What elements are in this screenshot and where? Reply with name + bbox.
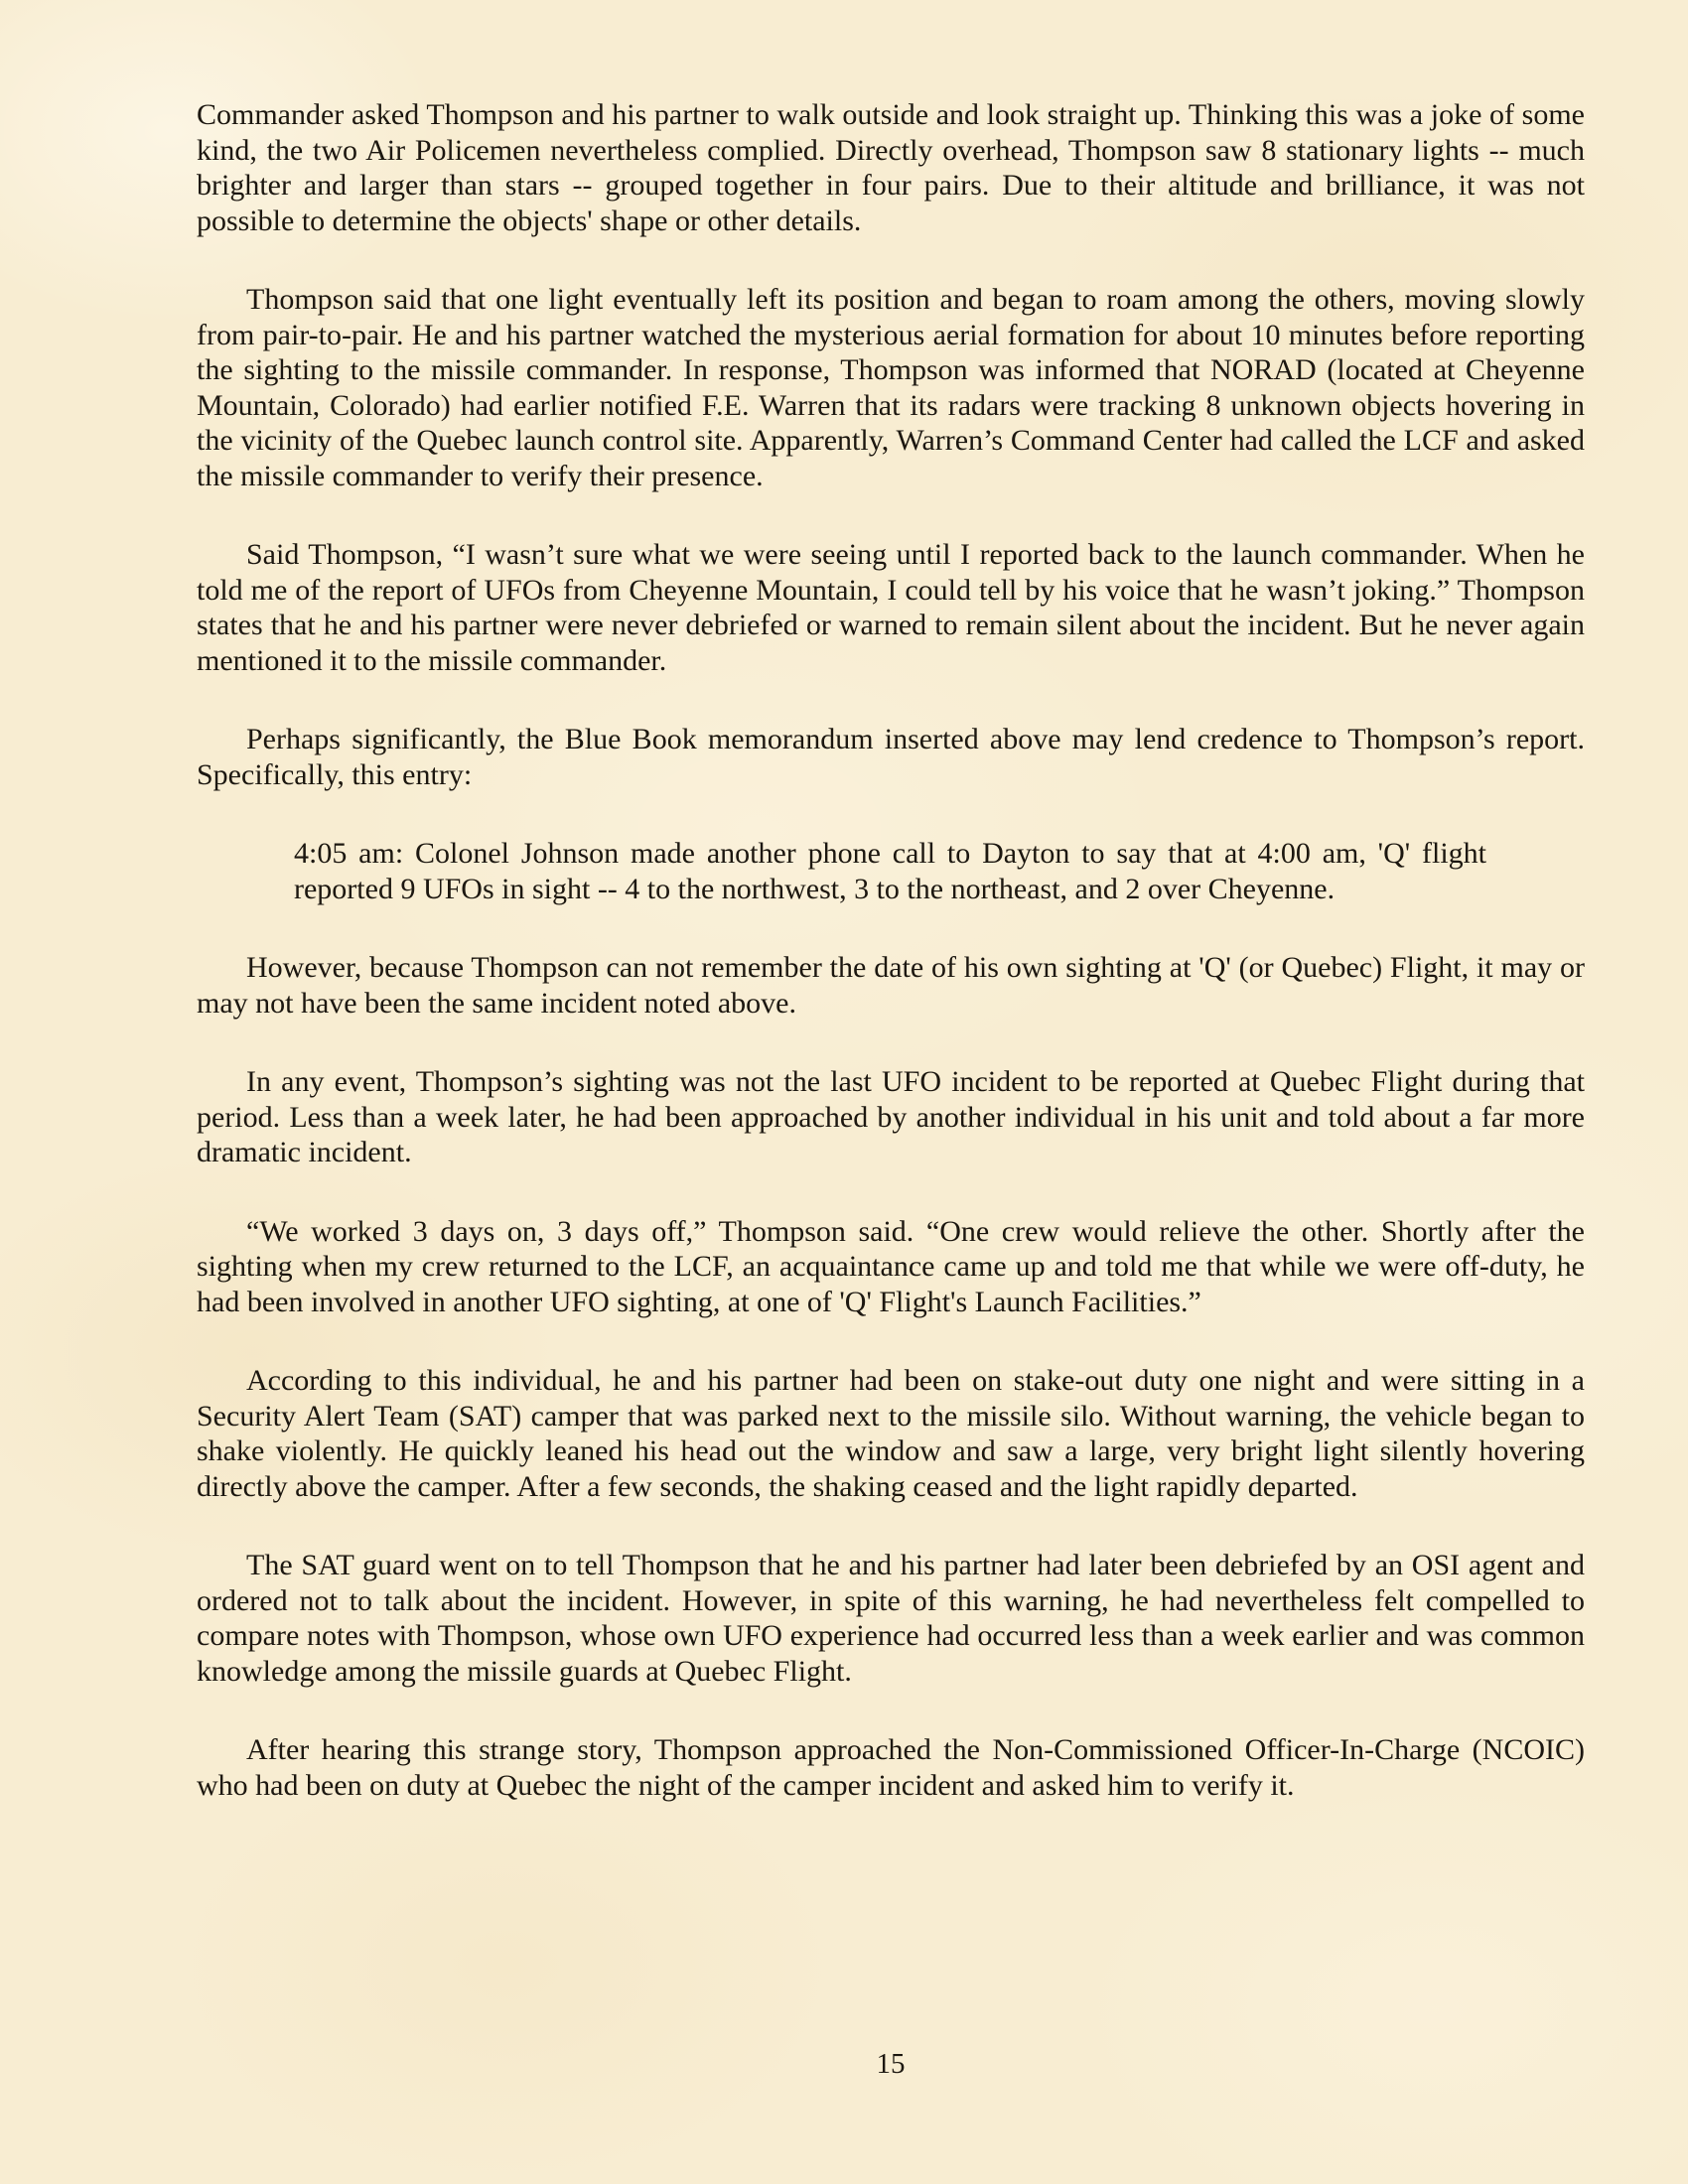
paragraph: After hearing this strange story, Thompson approached the Non-Commissioned Officer-In-Charge (NCOIC) who had been on duty at Quebec the night of the camper incident and asked him to verify it.	[197, 1733, 1585, 1802]
paragraph: Perhaps significantly, the Blue Book memorandum inserted above may lend credence to Thompson’s report. Specifically, this entry:	[197, 723, 1585, 791]
paragraph: However, because Thompson can not remember the date of his own sighting at 'Q' (or Quebec) Flight, it may or may not have been the same incident noted above.	[197, 951, 1585, 1020]
paragraph: Thompson said that one light eventually left its position and began to roam among the others, moving slowly from pair-to-pair. He and his partner watched the mysterious aerial formation for about 10 minutes before reporting the sighting to the missile commander. In response, Thompson was informed that NORAD (located at Cheyenne Mountain, Colorado) had earlier notified F.E. Warren that its radars were tracking 8 unknown objects hovering in the vicinity of the Quebec launch control site. Apparently, Warren’s Command Center had called the LCF and asked the missile commander to verify their presence.	[197, 283, 1585, 492]
paragraph: According to this individual, he and his partner had been on stake-out duty one night and were sitting in a Security Alert Team (SAT) camper that was parked next to the missile silo. Without warning, the vehicle began to shake violently. He quickly leaned his head out the window and saw a large, very bright light silently hovering directly above the camper. After a few seconds, the shaking ceased and the light rapidly departed.	[197, 1364, 1585, 1503]
paragraph: The SAT guard went on to tell Thompson that he and his partner had later been debriefed by an OSI agent and ordered not to talk about the incident. However, in spite of this warning, he had nevertheless felt compelled to compare notes with Thompson, whose own UFO experience had occurred less than a week earlier and was common knowledge among the missile guards at Quebec Flight.	[197, 1549, 1585, 1688]
paragraph: Commander asked Thompson and his partner to walk outside and look straight up. Thinking this was a joke of some kind, the two Air Policemen nevertheless complied. Directly overhead, Thompson saw 8 stationary lights -- much brighter and larger than stars -- grouped together in four pairs. Due to their altitude and brilliance, it was not possible to determine the objects' shape or other details.	[197, 98, 1585, 237]
paragraph: Said Thompson, “I wasn’t sure what we were seeing until I reported back to the launch commander. When he told me of the report of UFOs from Cheyenne Mountain, I could tell by his voice that he wasn’t joking.” Thompson states that he and his partner were never debriefed or warned to remain silent about the incident. But he never again mentioned it to the missile commander.	[197, 538, 1585, 677]
paragraph: In any event, Thompson’s sighting was not the last UFO incident to be reported at Quebec Flight during that period. Less than a week later, he had been approached by another individual in his unit and told about a far more dramatic incident.	[197, 1065, 1585, 1168]
page-number: 15	[876, 2048, 906, 2080]
document-text-block	[197, 97, 1585, 1846]
paragraph: “We worked 3 days on, 3 days off,” Thompson said. “One crew would relieve the other. Shortly after the sighting when my crew returned to the LCF, an acquaintance came up and told me that while we were off-duty, he had been involved in another UFO sighting, at one of 'Q' Flight's Launch Facilities.”	[197, 1214, 1585, 1318]
blockquote-bluebook-entry: 4:05 am: Colonel Johnson made another phone call to Dayton to say that at 4:00 am, 'Q' flight reported 9 UFOs in sight -- 4 to the northwest, 3 to the northeast, and 2 over Cheyenne.	[294, 837, 1486, 905]
